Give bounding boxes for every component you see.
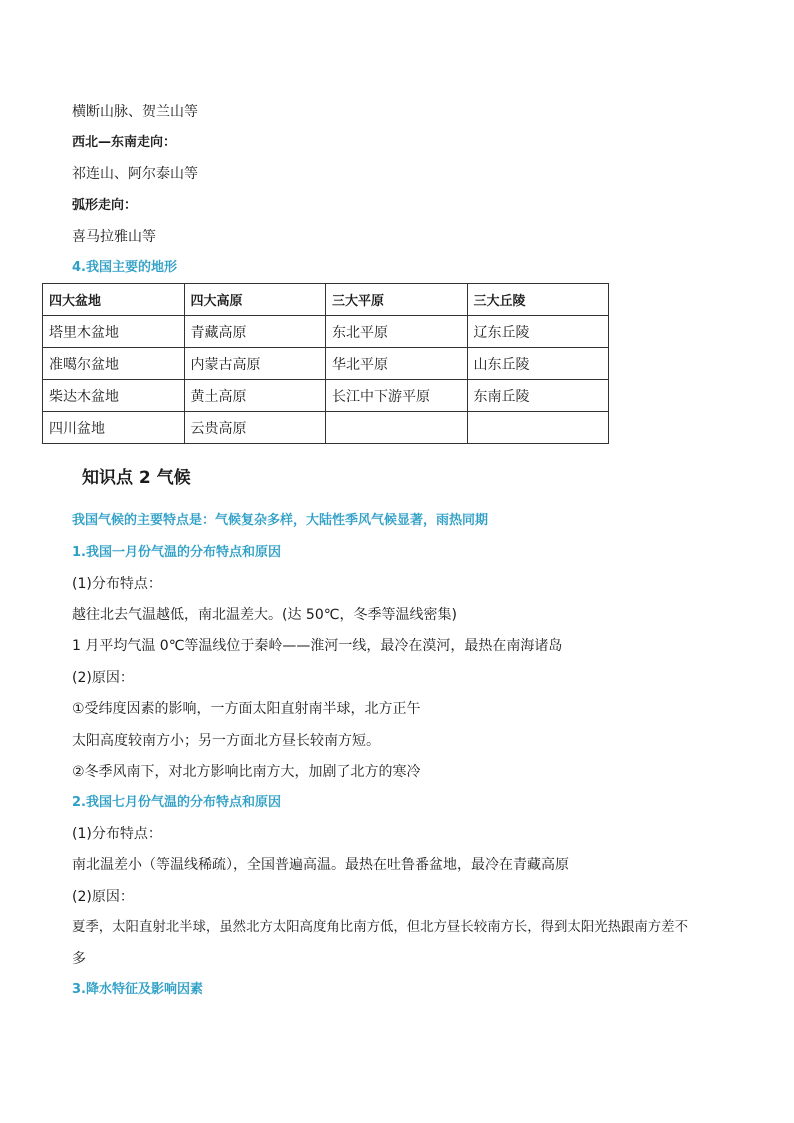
table-row <box>43 348 609 380</box>
section-heading: 3.降水特征及影响因素 <box>72 982 203 997</box>
table-header-cell: 三大丘陵 <box>467 284 609 316</box>
landform-table <box>42 283 609 444</box>
table-cell: 黄土高原 <box>184 380 326 412</box>
text-line: (1)分布特点： <box>72 576 162 592</box>
table-cell: 青藏高原 <box>184 316 326 348</box>
table-cell: 准噶尔盆地 <box>43 348 185 380</box>
table-row <box>43 380 609 412</box>
section-heading: 2.我国七月份气温的分布特点和原因 <box>72 795 281 810</box>
text-line: (2)原因： <box>72 670 134 686</box>
table-cell <box>326 412 468 444</box>
table-header-cell: 三大平原 <box>326 284 468 316</box>
table-row <box>43 316 609 348</box>
text-line: 喜马拉雅山等 <box>72 229 156 245</box>
section-heading: 4.我国主要的地形 <box>72 260 177 275</box>
table-cell: 塔里木盆地 <box>43 316 185 348</box>
table-header-cell: 四大高原 <box>184 284 326 316</box>
table-cell: 东北平原 <box>326 316 468 348</box>
subheading: 西北—东南走向： <box>72 135 177 150</box>
section-title: 知识点 2 气候 <box>82 468 191 488</box>
table-header-row <box>43 284 609 316</box>
table-cell: 云贵高原 <box>184 412 326 444</box>
text-line: 越往北去气温越低，南北温差大。(达 50℃，冬季等温线密集) <box>72 607 457 623</box>
table-cell: 长江中下游平原 <box>326 380 468 412</box>
table-cell: 东南丘陵 <box>467 380 609 412</box>
text-line: 多 <box>72 951 86 967</box>
table-cell: 内蒙古高原 <box>184 348 326 380</box>
text-line: (2)原因： <box>72 889 134 905</box>
subheading: 弧形走向： <box>72 198 138 213</box>
text-line: (1)分布特点： <box>72 826 162 842</box>
summary-text: 我国气候的主要特点是：气候复杂多样，大陆性季风气候显著，雨热同期 <box>72 513 489 528</box>
table-cell: 辽东丘陵 <box>467 316 609 348</box>
text-line: 南北温差小（等温线稀疏），全国普遍高温。最热在吐鲁番盆地，最冷在青藏高原 <box>72 857 569 873</box>
text-line: 太阳高度较南方小；另一方面北方昼长较南方短。 <box>72 733 380 749</box>
text-line: ①受纬度因素的影响，一方面太阳直射南半球，北方正午 <box>72 701 421 717</box>
text-line: 祁连山、阿尔泰山等 <box>72 166 198 182</box>
table-cell: 四川盆地 <box>43 412 185 444</box>
table-cell <box>467 412 609 444</box>
table-cell: 山东丘陵 <box>467 348 609 380</box>
table-row <box>43 412 609 444</box>
text-line: 横断山脉、贺兰山等 <box>72 104 198 120</box>
text-line: ②冬季风南下，对北方影响比南方大，加剧了北方的寒冷 <box>72 764 421 780</box>
table-cell: 柴达木盆地 <box>43 380 185 412</box>
section-heading: 1.我国一月份气温的分布特点和原因 <box>72 545 281 560</box>
table-cell: 华北平原 <box>326 348 468 380</box>
text-line: 夏季，太阳直射北半球，虽然北方太阳高度角比南方低，但北方昼长较南方长，得到太阳光热跟南方差不 <box>72 920 688 935</box>
text-line: 1 月平均气温 0℃等温线位于秦岭——淮河一线，最冷在漠河，最热在南海诸岛 <box>72 638 563 654</box>
table-header-cell: 四大盆地 <box>43 284 185 316</box>
